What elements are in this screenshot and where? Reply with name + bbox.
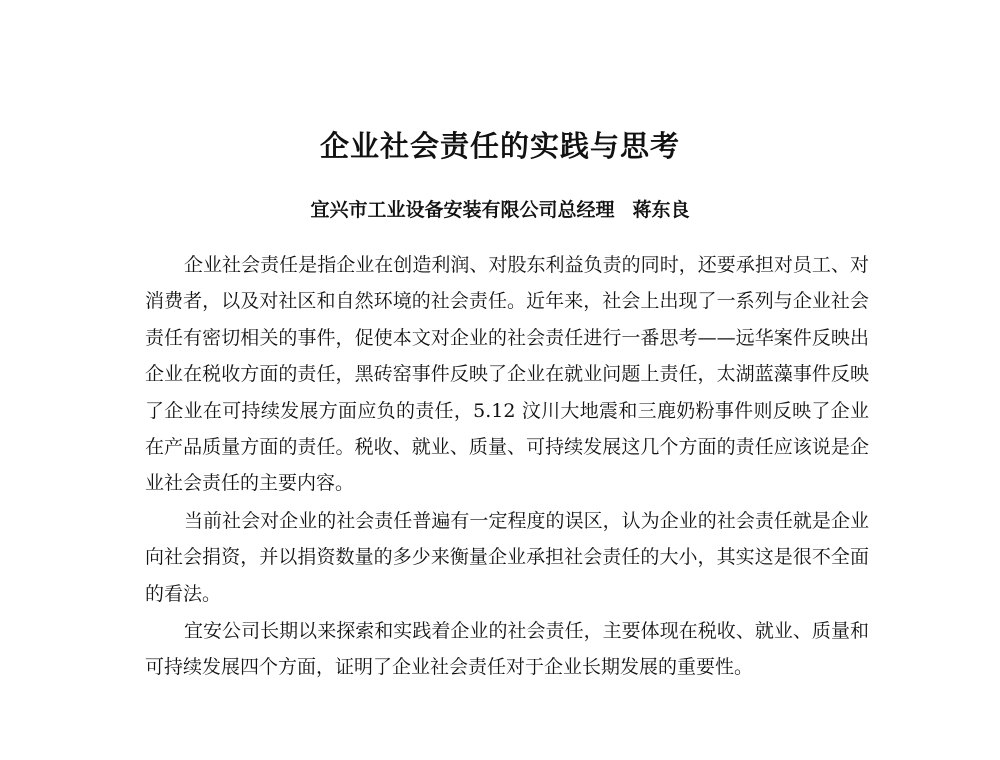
byline [0, 196, 1000, 224]
page-title: 企业社会责任的实践与思考 [319, 129, 680, 163]
paragraph: 企业社会责任是指企业在创造利润、对股东利益负责的同时，还要承担对员工、对消费者，以及对社区和自然环境的社会责任。近年来，社会上出现了一系列与企业社会责任有密切相关的事件，促使本文对企业的社会责任进行一番思考——远华案件反映出企业在税收方面的责任，黑砖窑事件反映了企业在就业问题上责任，太湖蓝藻事件反映了企业在可持续发展方面应负的责任，5.12 汶川大地震和三鹿奶粉事件则反映了企业在产品质量方面的责任。税收、就业、质量、可持续发展这几个方面的责任应该说是企业社会责任的主要内容。 [145, 254, 869, 495]
author-name: 蒋东良 [632, 199, 690, 221]
paragraph: 宜安公司长期以来探索和实践着企业的社会责任，主要体现在税收、就业、质量和可持续发展四个方面，证明了企业社会责任对于企业长期发展的重要性。 [145, 620, 869, 679]
paragraph: 当前社会对企业的社会责任普遍有一定程度的误区，认为企业的社会责任就是企业向社会捐资，并以捐资数量的多少来衡量企业承担社会责任的大小，其实这是很不全面的看法。 [145, 509, 869, 605]
article-body [145, 247, 869, 686]
author-organization: 宜兴市工业设备安装有限公司总经理 [310, 199, 615, 221]
